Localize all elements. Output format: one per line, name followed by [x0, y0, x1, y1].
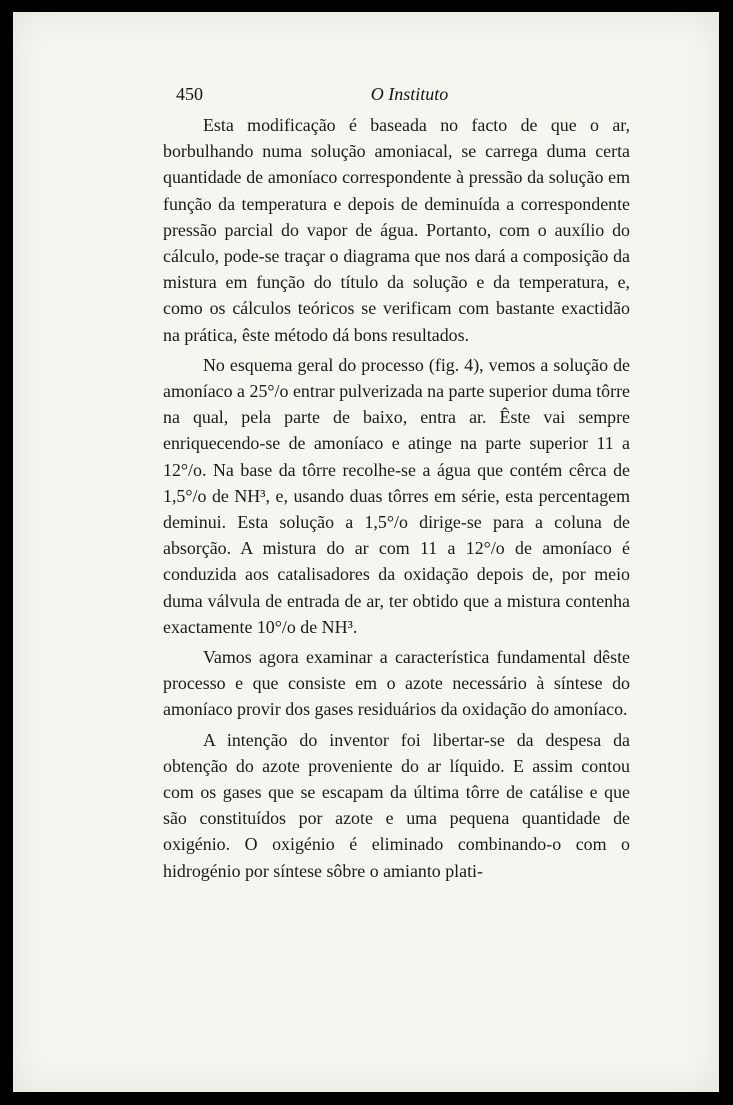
body-text — [163, 112, 630, 884]
paragraph-4: A intenção do inventor foi libertar-se da despesa da obtenção do azote proveniente do ar líquido. E assim contou com os gases que se escapam da última tôrre de catálise e que são constituídos por azote e uma pequena quantidade de oxigénio. O oxigénio é eliminado combinando-o com o hidrogénio por síntese sôbre o amianto plati- — [163, 729, 630, 881]
paragraph-2: No esquema geral do processo (fig. 4), vemos a solução de amoníaco a 25°/o entrar pulverizada na parte superior duma tôrre na qual, pela parte de baixo, entra ar. Êste vai sempre enriquecendo-se de amoníaco e atinge na parte superior 11 a 12°/o. Na base da tôrre recolhe-se a água que contém cêrca de 1,5°/o de NH³, e, usando duas tôrres em série, esta percentagem deminui. Esta solução a 1,5°/o dirige-se para a coluna de absorção. A mistura do ar com 11 a 12°/o de amoníaco é conduzida aos catalisadores da oxidação depois de, por meio duma válvula de entrada de ar, ter obtido que a mistura contenha exactamente 10°/o de NH³. — [163, 354, 630, 637]
running-title: O Instituto — [370, 84, 449, 104]
page-number: 450 — [176, 84, 203, 104]
page-header — [176, 84, 643, 104]
paragraph-3: Vamos agora examinar a característica fundamental dêste processo e que consiste em o azote necessário à síntese do amoníaco provir dos gases residuários da oxidação do amoníaco. — [163, 647, 630, 720]
paragraph-1: Esta modificação é baseada no facto de que o ar, borbulhando numa solução amoniacal, se carrega duma certa quantidade de amoníaco correspondente à pressão da solução em função da temperatura e depois de deminuída a correspondente pressão parcial do vapor de água. Portanto, com o auxílio do cálculo, pode-se traçar o diagrama que nos dará a composição da mistura em função do título da solução e da temperatura, e, como os cálculos teóricos se verificam com bastante exactidão na prática, êste método dá bons resultados. — [163, 115, 630, 345]
